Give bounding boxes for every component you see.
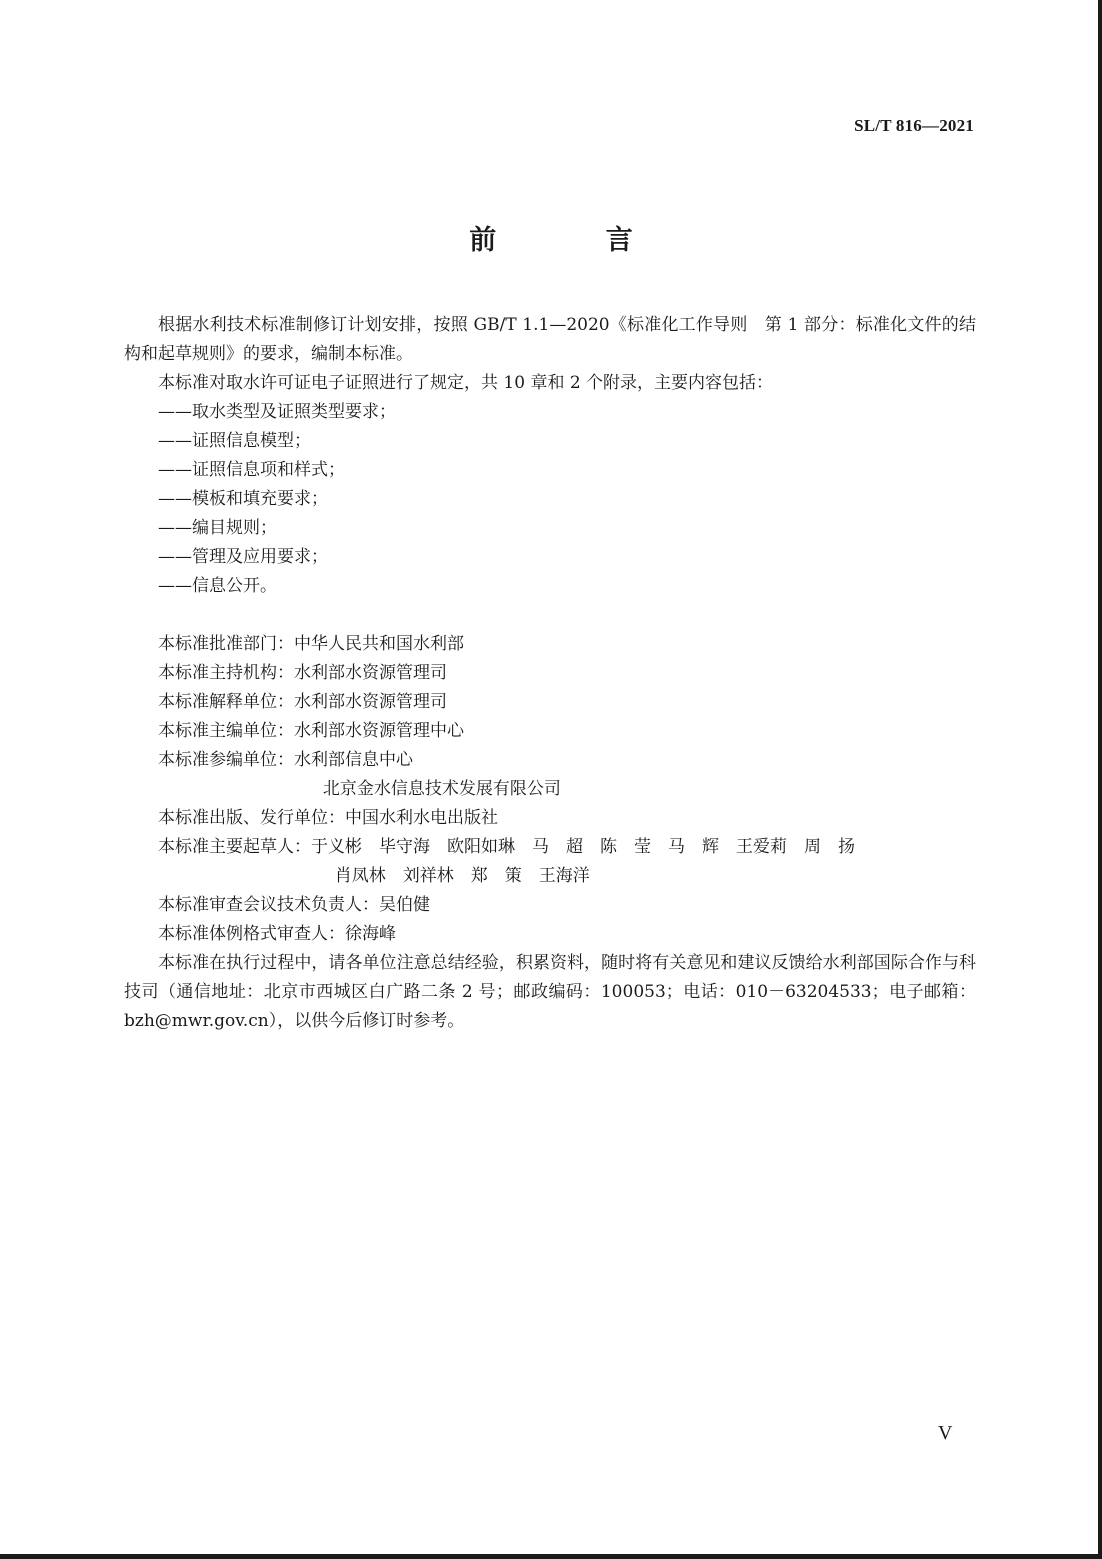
contents-item: ——编目规则； [158,518,277,538]
page-number: V [938,1422,953,1444]
participating-units-line-2: 北京金水信息技术发展有限公司 [322,779,561,799]
contents-item: ——管理及应用要求； [158,547,328,567]
interpretation-unit: 本标准解释单位：水利部水资源管理司 [158,692,447,712]
participating-units [124,746,976,804]
page-edge-bottom [0,1554,1102,1559]
intro-paragraph-1: 根据水利技术标准制修订计划安排，按照 GB/T 1.1—2020《标准化工作导则 第 1 部分：标准化文件的结构和起草规则》的要求，编制本标准。 [124,315,976,364]
contents-item: ——模板和填充要求； [158,489,328,509]
intro-paragraph-2: 本标准对取水许可证电子证照进行了规定，共 10 章和 2 个附录，主要内容包括： [158,373,774,393]
contents-item: ——取水类型及证照类型要求； [158,402,396,422]
review-technical-lead: 本标准审查会议技术负责人：吴伯健 [158,895,430,915]
section-gap [124,601,976,630]
participating-units-line-1: 本标准参编单位：水利部信息中心 [158,750,413,770]
main-drafters-line-2: 肖凤林 刘祥林 郑 策 王海洋 [334,866,590,886]
chief-editor-unit: 本标准主编单位：水利部水资源管理中心 [158,721,464,741]
main-drafters [124,833,976,891]
contents-item: ——证照信息模型； [158,431,311,451]
standard-code: SL/T 816—2021 [854,116,974,135]
contents-item: ——证照信息项和样式； [158,460,345,480]
main-drafters-line-1: 本标准主要起草人：于义彬 毕守海 欧阳如琳 马 超 陈 莹 马 辉 王爱莉 周 扬 [158,837,855,857]
host-organization: 本标准主持机构：水利部水资源管理司 [158,663,447,683]
contents-item: ——信息公开。 [158,576,277,596]
standard-info [124,630,976,949]
closing-paragraph: 本标准在执行过程中，请各单位注意总结经验，积累资料，随时将有关意见和建议反馈给水利部国际合作与科技司（通信地址：北京市西城区白广路二条 2 号；邮政编码：100053；电话：010－63204533；电子邮箱：bzh@mwr.gov.cn），以供今后修订时参考。 [124,953,976,1031]
format-reviewer: 本标准体例格式审查人：徐海峰 [158,924,396,944]
contents-list [124,398,976,601]
publisher: 本标准出版、发行单位：中国水利水电出版社 [158,808,498,828]
page-title: 前 言 [469,225,683,256]
approval-department: 本标准批准部门：中华人民共和国水利部 [158,634,464,654]
preface-body [124,311,976,1036]
